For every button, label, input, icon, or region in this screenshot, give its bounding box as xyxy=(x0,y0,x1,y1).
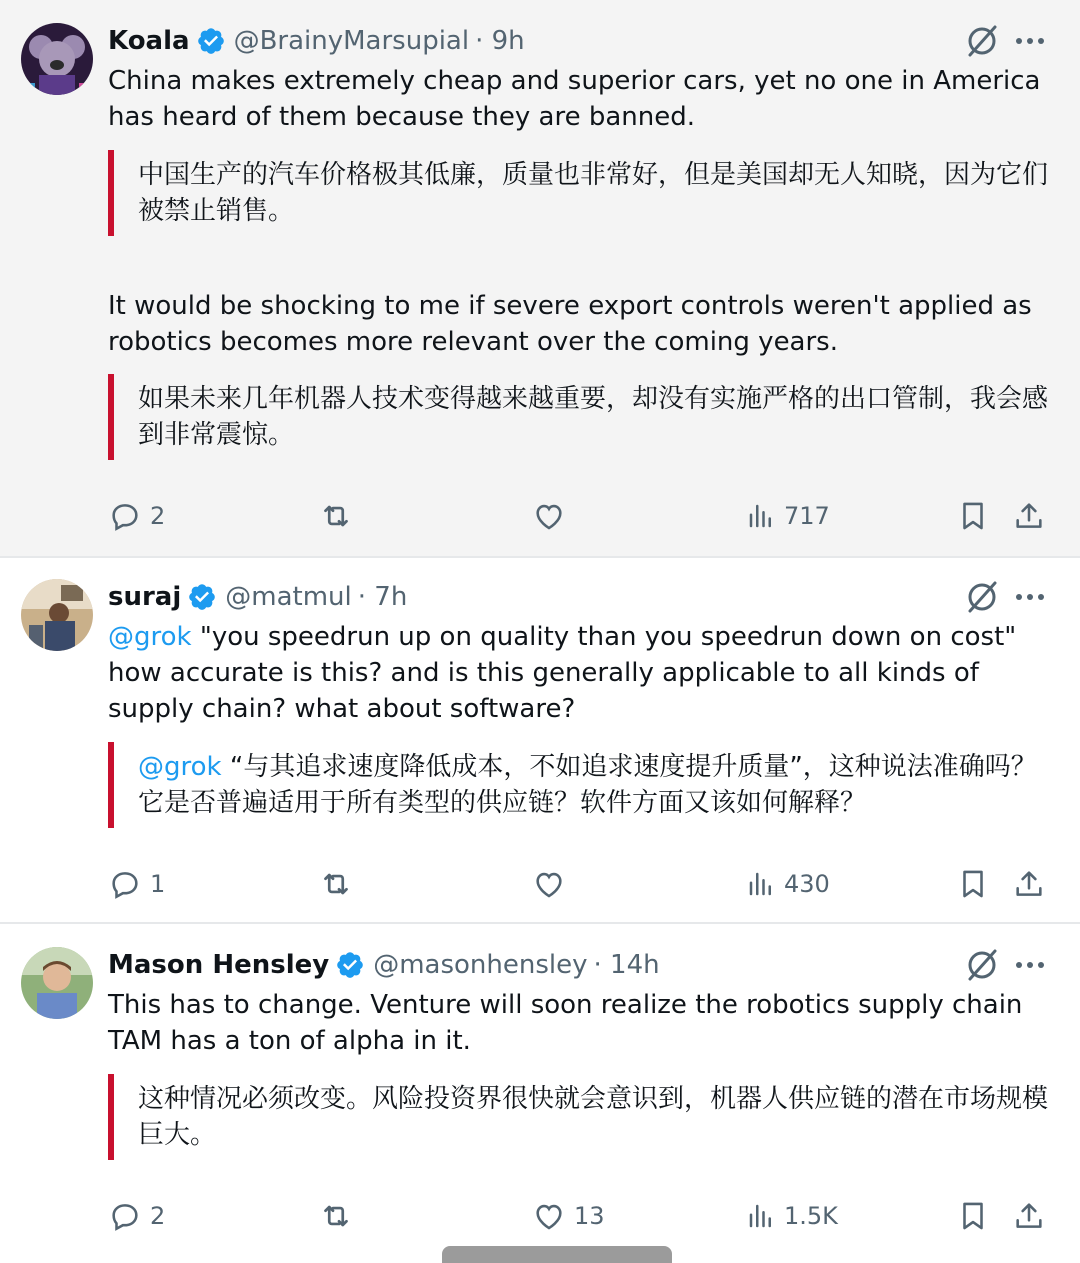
mention-link[interactable]: @grok xyxy=(108,622,192,652)
share-icon xyxy=(1012,867,1046,901)
author-handle[interactable]: @matmul xyxy=(225,582,352,612)
action-bar xyxy=(0,496,1080,536)
repost-icon xyxy=(318,866,354,902)
translation-text: 如果未来几年机器人技术变得越来越重要，却没有实施严格的出口管制，我会感到非常震惊。 xyxy=(138,384,1049,450)
tweet-1[interactable] xyxy=(0,0,1080,556)
repost-button[interactable] xyxy=(318,864,354,904)
timestamp[interactable]: · 9h xyxy=(475,26,525,56)
reply-button[interactable] xyxy=(108,1196,165,1236)
translation-quote xyxy=(108,742,1048,828)
action-bar xyxy=(0,864,1080,904)
verified-icon xyxy=(196,26,226,56)
author-handle[interactable]: @masonhensley xyxy=(373,950,588,980)
views-button[interactable] xyxy=(746,864,830,904)
views-button[interactable] xyxy=(746,496,830,536)
watermark-overlay xyxy=(442,1246,672,1263)
tweet-header xyxy=(108,21,525,61)
translation-quote xyxy=(108,374,1048,460)
translation-body: “与其追求速度降低成本，不如追求速度提升质量”，这种说法准确吗？它是否普遍适用于所有类型的供应链？软件方面又该如何解释？ xyxy=(138,752,1037,818)
like-count: 13 xyxy=(574,1202,605,1230)
views-icon xyxy=(746,501,776,531)
like-icon xyxy=(532,867,566,901)
reply-count: 2 xyxy=(150,1202,166,1230)
views-count: 1.5K xyxy=(784,1202,838,1230)
tweet-header xyxy=(108,945,660,985)
timestamp[interactable]: · 7h xyxy=(357,582,408,612)
bookmark-icon xyxy=(956,499,990,533)
repost-button[interactable] xyxy=(318,496,354,536)
share-button[interactable] xyxy=(1012,496,1046,536)
avatar[interactable] xyxy=(21,579,93,651)
share-icon xyxy=(1012,499,1046,533)
reply-icon xyxy=(108,499,142,533)
bookmark-button[interactable] xyxy=(956,496,990,536)
tweet-2[interactable] xyxy=(0,558,1080,922)
share-icon xyxy=(1012,1199,1046,1233)
grok-icon[interactable] xyxy=(962,21,1002,61)
author-handle[interactable]: @BrainyMarsupial xyxy=(233,26,470,56)
reply-count: 1 xyxy=(150,870,166,898)
more-icon[interactable] xyxy=(1010,21,1050,61)
verified-icon xyxy=(187,582,217,612)
author-name[interactable]: Mason Hensley xyxy=(108,950,330,980)
bookmark-button[interactable] xyxy=(956,1196,990,1236)
tweet-text: China makes extremely cheap and superior cars, yet no one in America has heard of them because they are banned. xyxy=(108,66,1041,132)
reply-button[interactable] xyxy=(108,496,165,536)
timestamp[interactable]: · 14h xyxy=(593,950,660,980)
like-button[interactable] xyxy=(532,864,566,904)
like-button[interactable] xyxy=(532,496,566,536)
reply-button[interactable] xyxy=(108,864,165,904)
translation-text: 这种情况必须改变。风险投资界很快就会意识到，机器人供应链的潜在市场规模巨大。 xyxy=(138,1084,1049,1150)
views-count: 430 xyxy=(784,870,830,898)
author-name[interactable]: Koala xyxy=(108,26,190,56)
translation-quote xyxy=(108,1074,1048,1160)
tweet-header xyxy=(108,577,407,617)
tweet-text xyxy=(108,619,1058,727)
views-icon xyxy=(746,1201,776,1231)
more-icon[interactable] xyxy=(1010,945,1050,985)
share-button[interactable] xyxy=(1012,864,1046,904)
action-bar xyxy=(0,1196,1080,1236)
more-icon[interactable] xyxy=(1010,577,1050,617)
bookmark-icon xyxy=(956,867,990,901)
views-count: 717 xyxy=(784,502,830,530)
repost-button[interactable] xyxy=(318,1196,354,1236)
like-button[interactable] xyxy=(532,1196,605,1236)
avatar[interactable] xyxy=(21,947,93,1019)
grok-icon[interactable] xyxy=(962,577,1002,617)
translation-quote xyxy=(108,150,1048,236)
tweet-3[interactable] xyxy=(0,924,1080,1263)
tweet-body: "you speedrun up on quality than you speedrun down on cost" how accurate is this? and is this generally applicable to all kinds of supply chain? what about software? xyxy=(108,622,1017,724)
like-icon xyxy=(532,499,566,533)
repost-icon xyxy=(318,1198,354,1234)
reply-count: 2 xyxy=(150,502,166,530)
like-icon xyxy=(532,1199,566,1233)
bookmark-icon xyxy=(956,1199,990,1233)
repost-icon xyxy=(318,498,354,534)
mention-link[interactable]: @grok xyxy=(138,752,222,782)
views-icon xyxy=(746,869,776,899)
reply-icon xyxy=(108,1199,142,1233)
views-button[interactable] xyxy=(746,1196,838,1236)
translation-text xyxy=(138,749,1048,821)
verified-icon xyxy=(335,950,365,980)
translation-text: 中国生产的汽车价格极其低廉，质量也非常好，但是美国却无人知晓，因为它们被禁止销售。 xyxy=(138,160,1049,226)
avatar[interactable] xyxy=(21,23,93,95)
bookmark-button[interactable] xyxy=(956,864,990,904)
grok-icon[interactable] xyxy=(962,945,1002,985)
reply-icon xyxy=(108,867,142,901)
tweet-text: This has to change. Venture will soon realize the robotics supply chain TAM has a ton of alpha in it. xyxy=(108,990,1023,1056)
share-button[interactable] xyxy=(1012,1196,1046,1236)
author-name[interactable]: suraj xyxy=(108,582,182,612)
tweet-text: It would be shocking to me if severe export controls weren't applied as robotics becomes more relevant over the coming years. xyxy=(108,291,1032,357)
